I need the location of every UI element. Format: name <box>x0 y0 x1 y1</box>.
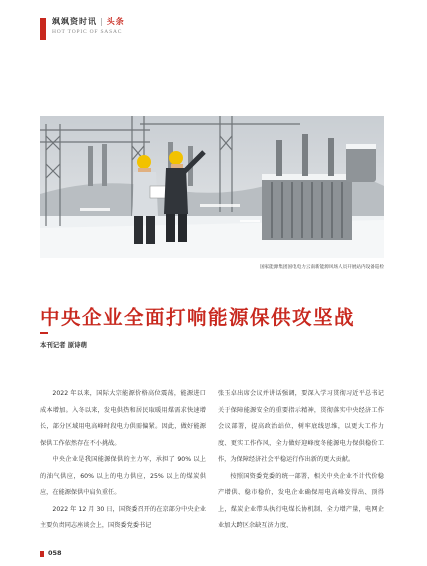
substation-snow-photo <box>40 116 384 258</box>
header-subsection: 头条 <box>106 17 125 26</box>
header-section: 飒飒资时讯 <box>52 17 97 26</box>
photo-caption: 国家能源集团国电电力云南新能源风场人员开展站内设备巡检 <box>259 265 384 270</box>
article-byline: 本刊记者 原诗萌 <box>40 341 87 349</box>
paragraph: 2022 年以来，国际大宗能源价格高位震荡，能源进口成本增加。入冬以来，发电供热和居民取暖用煤需求快速增长，部分区域用电高峰时段电力供需偏紧。因此，做好能源保供工作依然存在不小挑战。 <box>40 390 206 447</box>
paragraph: 按照国资委党委的统一部署，相关中央企业不计代价稳产增供、稳市稳价，发电企业确保用电高峰发得出、顶得上，煤炭企业带头执行电煤长协机制、全力增产量，电网企业加大跨区余缺互济力度、 <box>218 472 384 529</box>
header-separator: | <box>100 17 104 26</box>
page-number-marker <box>40 551 44 557</box>
article-photo <box>40 116 384 258</box>
header-section-title <box>52 16 125 27</box>
title-accent-rule <box>40 332 48 334</box>
paragraph: 张玉卓出席会议并讲话强调，要深入学习贯彻习近平总书记关于保障能源安全的重要指示精神，贯彻落实中央经济工作会议部署，提高政治站位，树牢底线思维，以更大工作力度、更实工作作风，全力做好迎峰度冬能源电力保供稳价工作，为保障经济社会平稳运行作出新的更大贡献。 <box>218 390 384 463</box>
article-column-right <box>218 386 384 535</box>
header-english-title: HOT TOPIC OF SASAC <box>52 29 123 35</box>
paragraph: 2022 年 12 月 30 日，国资委召开的在京部分中央企业主要负责同志座谈会上，国资委党委书记 <box>40 505 206 529</box>
page-number: 058 <box>48 549 62 557</box>
paragraph: 中央企业是我国能源保供的主力军，承担了 90% 以上的油气供应，60% 以上的电力供应，25% 以上的煤炭供应，在能源保供中肩负重任。 <box>40 456 206 496</box>
article-title: 中央企业全面打响能源保供攻坚战 <box>40 306 356 329</box>
header-accent-bar <box>40 18 46 40</box>
article-column-left <box>40 386 206 535</box>
